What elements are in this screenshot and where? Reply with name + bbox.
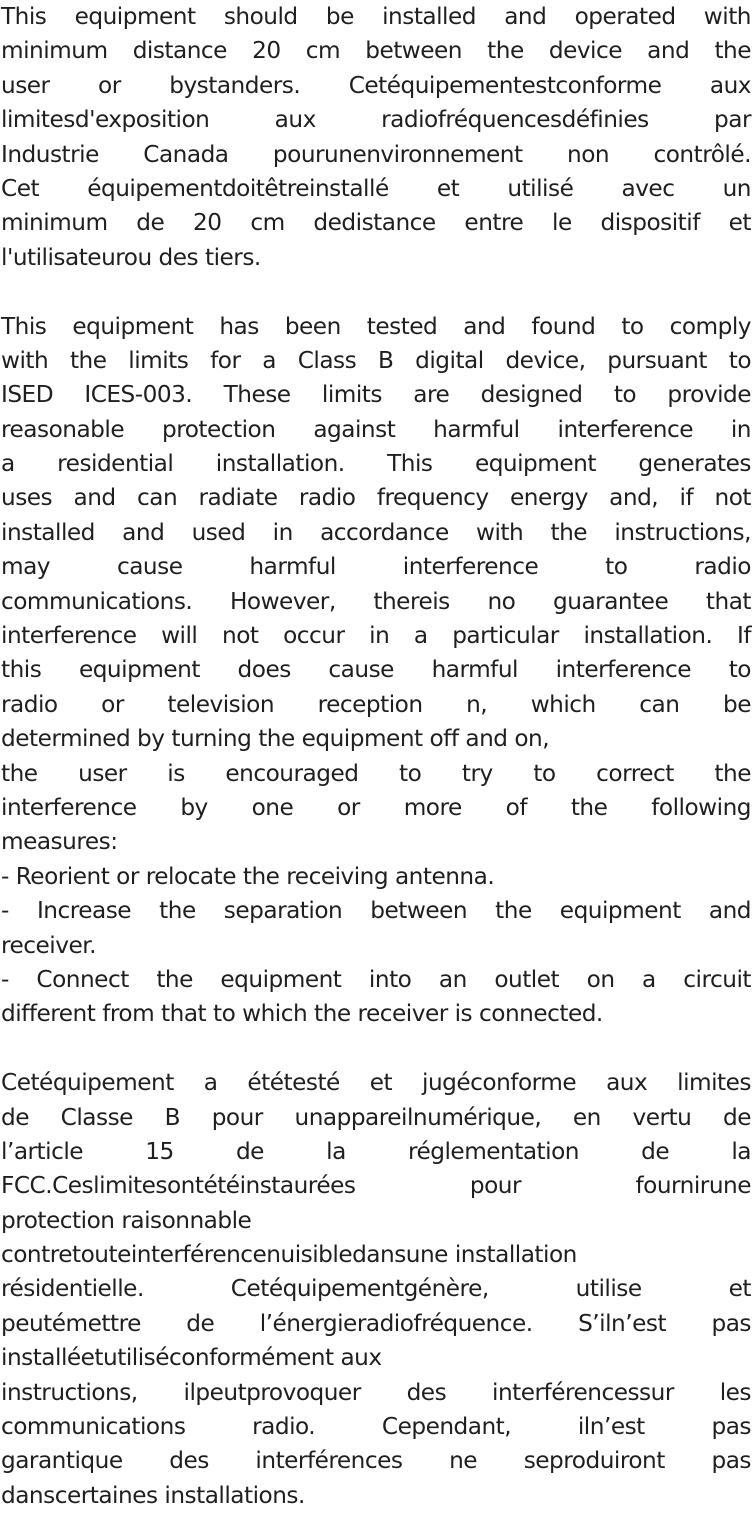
paragraph-1: [1, 0, 751, 275]
text-line: This equipment should be installed and operated with: [1, 3, 751, 30]
text-line: interference will not occur in a particular installation. If: [1, 622, 751, 650]
text-line: FCC.Ceslimitesontétéinstaurées pour fournirune: [1, 1172, 751, 1200]
text-line: - Reorient or relocate the receiving antenna.: [1, 862, 495, 890]
text-line: determined by turning the equipment off and on,: [1, 725, 550, 753]
text-line: ISED ICES-003. These limits are designed to provide: [1, 381, 751, 409]
text-line: danscertaines installations.: [1, 1481, 305, 1509]
text-line: radio or television reception n, which can be: [1, 690, 751, 718]
text-line: this equipment does cause harmful interference to: [1, 656, 751, 684]
text-line: user or bystanders. Cetéquipementestconforme aux: [1, 71, 751, 99]
text-line: installéetutiliséconformément aux: [1, 1344, 382, 1372]
text-line: de Classe B pour unappareilnumérique, en vertu de: [1, 1103, 751, 1131]
text-line: minimum de 20 cm dedistance entre le dispositif et: [1, 209, 751, 237]
text-line: garantique des interférences ne seproduiront pas: [1, 1447, 751, 1475]
text-line: a residential installation. This equipment generates: [1, 450, 751, 478]
text-line: uses and can radiate radio frequency energy and, if not: [1, 484, 751, 512]
text-line: protection raisonnable: [1, 1206, 252, 1234]
text-line: communications. However, thereis no guarantee that: [1, 587, 751, 615]
text-line: may cause harmful interference to radio: [1, 553, 751, 581]
text-line: limitesd'exposition aux radiofréquencesdéfinies par: [1, 106, 751, 134]
text-line: Cetéquipement a ététesté et jugéconforme aux limites: [1, 1069, 751, 1097]
text-line: Cet équipementdoitêtreinstallé et utilisé avec un: [1, 174, 751, 202]
text-line: reasonable protection against harmful interference in: [1, 415, 751, 443]
text-line: This equipment has been tested and found to comply: [1, 312, 751, 340]
paragraph-2: [1, 310, 751, 1032]
text-line: instructions, ilpeutprovoquer des interférencessur les: [1, 1378, 751, 1406]
text-line: communications radio. Cependant, iln’est pas: [1, 1413, 751, 1441]
text-line: with the limits for a Class B digital device, pursuant to: [1, 346, 751, 374]
text-line: contretouteinterférencenuisibledansune installation: [1, 1241, 577, 1269]
text-line: l’article 15 de la réglementation de la: [1, 1137, 751, 1165]
text-line: l'utilisateurou des tiers.: [1, 243, 261, 271]
text-line: résidentielle. Cetéquipementgénère, utilise et: [1, 1275, 751, 1303]
text-line: different from that to which the receiver is connected.: [1, 1000, 603, 1028]
text-line: peutémettre de l’énergieradiofréquence. S’iln’est pas: [1, 1309, 751, 1337]
text-line: interference by one or more of the following: [1, 793, 751, 821]
text-line: receiver.: [1, 931, 97, 959]
paragraph-3: [1, 1066, 751, 1513]
text-line: - Connect the equipment into an outlet on a circuit: [1, 965, 751, 993]
text-line: - Increase the separation between the equipment and: [1, 897, 751, 925]
text-line: installed and used in accordance with the instructions,: [1, 518, 751, 546]
text-line: the user is encouraged to try to correct the: [1, 759, 751, 787]
text-line: measures:: [1, 828, 118, 856]
text-line: minimum distance 20 cm between the device and the: [1, 37, 751, 65]
text-line: Industrie Canada pourunenvironnement non contrôlé.: [1, 140, 751, 168]
